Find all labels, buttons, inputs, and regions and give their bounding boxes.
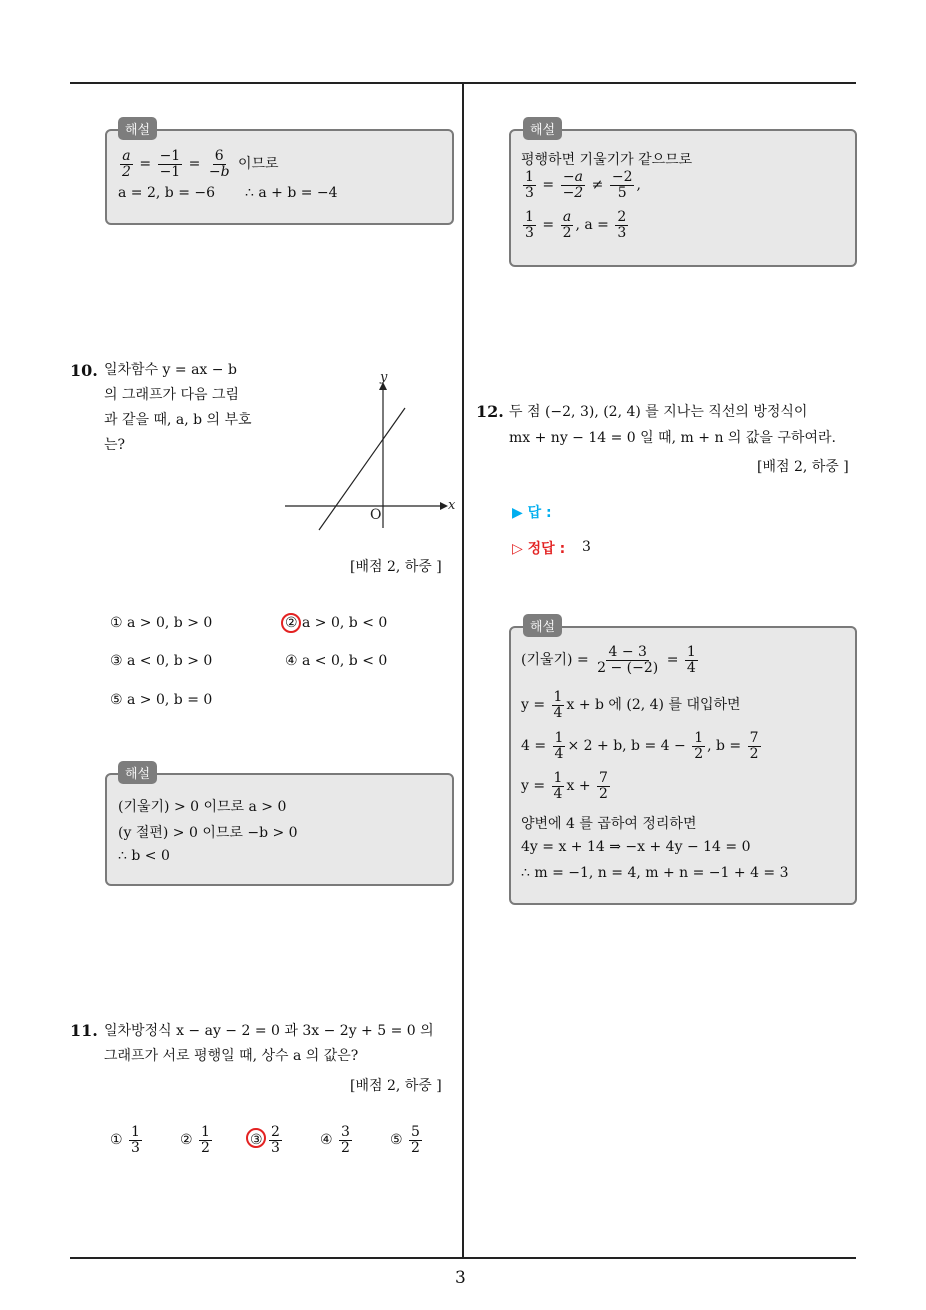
solution-q9-line1: $\frac{a}{2}$ = $\frac{-1}{-1}$ = $\frac{6}{-b}$ 이므로 (122, 148, 279, 180)
option-q10-2[interactable]: ② a > 0, b < 0 (285, 615, 388, 631)
question-10-text (104, 358, 274, 458)
question-12-line1: 두 점 (−2, 3), (2, 4) 를 지나는 직선의 방정식이 (509, 404, 808, 420)
solution-q9-line2a: a = 2, b = −6 (118, 185, 216, 201)
column-divider (462, 84, 464, 1258)
question-number-12: 12. (476, 402, 504, 421)
solution-q11-line2: $\frac{1}{3}$ = $\frac{-a}{-2}$ ≠ $\frac{-2}{5}$ , (525, 169, 641, 201)
bottom-rule (70, 1257, 856, 1259)
answer-label: ▶ 답 : (512, 505, 552, 521)
x-axis-arrow (440, 502, 448, 510)
question-11-line1: 일차방정식 x − ay − 2 = 0 과 3x − 2y + 5 = 0 의 (104, 1023, 434, 1039)
question-12-score: [배점 2, 하중 ] (757, 459, 849, 475)
correct-answer-label: ▷ 정답 : (512, 541, 566, 557)
option-q11-1[interactable]: ① $\frac{1}{3}$ (110, 1124, 140, 1156)
selected-answer-mark (281, 613, 301, 633)
option-q11-4[interactable]: ④ $\frac{3}{2}$ (320, 1124, 350, 1156)
solution-q12-line4: y = $\frac{1}{4}$ x + $\frac{7}{2}$ (521, 770, 608, 802)
solution-tag: 해설 (523, 117, 562, 140)
origin-label: O (370, 507, 382, 523)
question-10-line: 일차함수 y = ax − b (104, 362, 237, 378)
question-10-line: 는? (104, 437, 126, 453)
option-q11-3[interactable]: ③ $\frac{2}{3}$ (250, 1124, 280, 1156)
page-number: 3 (455, 1268, 466, 1288)
question-12-line2: mx + ny − 14 = 0 일 때, m + n 의 값을 구하여라. (509, 430, 836, 446)
solution-q10-line3: ∴ b < 0 (118, 848, 170, 864)
solution-q12-line1: (기울기) = $\frac{4 - 3}{2 - (-2)}$ = $\frac{1}{4}$ (521, 644, 696, 676)
solution-q12-line7: ∴ m = −1, n = 4, m + n = −1 + 4 = 3 (521, 865, 789, 881)
solution-tag: 해설 (118, 117, 157, 140)
solution-tag: 해설 (523, 614, 562, 637)
solution-q12-line6: 4y = x + 14 ⇒ −x + 4y − 14 = 0 (521, 839, 751, 855)
question-11-line2: 그래프가 서로 평행일 때, 상수 a 의 값은? (104, 1048, 359, 1064)
option-q10-1[interactable]: ① a > 0, b > 0 (110, 615, 213, 631)
solution-q11-line3: $\frac{1}{3}$ = $\frac{a}{2}$ , a = $\frac{2}{3}$ (525, 209, 627, 241)
linear-function-graph (280, 368, 460, 533)
solution-q10-line1: (기울기) > 0 이므로 a > 0 (118, 799, 287, 815)
question-number-10: 10. (70, 361, 98, 380)
function-line (319, 408, 405, 530)
solution-q12-line5: 양변에 4 를 곱하여 정리하면 (521, 816, 697, 832)
question-10-score: [배점 2, 하중 ] (350, 559, 442, 575)
correct-answer-value: 3 (582, 539, 591, 555)
option-q10-4[interactable]: ④ a < 0, b < 0 (285, 653, 388, 669)
question-10-line: 의 그래프가 다음 그림 (104, 387, 240, 403)
question-11-score: [배점 2, 하중 ] (350, 1078, 442, 1094)
solution-q10-line2: (y 절편) > 0 이므로 −b > 0 (118, 825, 298, 841)
question-10-line: 과 같을 때, a, b 의 부호 (104, 412, 252, 428)
solution-q12-line3: 4 = $\frac{1}{4}$ × 2 + b, b = 4 − $\frac{1}{2}$ , b = $\frac{7}{2}$ (521, 730, 759, 762)
selected-answer-mark (246, 1128, 266, 1148)
x-axis-label: x (448, 498, 456, 513)
option-q10-3[interactable]: ③ a < 0, b > 0 (110, 653, 213, 669)
solution-q12-line2: y = $\frac{1}{4}$ x + b 에 (2, 4) 를 대입하면 (521, 689, 741, 721)
solution-q9-line2b: ∴ a + b = −4 (245, 185, 338, 201)
option-q11-5[interactable]: ⑤ $\frac{5}{2}$ (390, 1124, 420, 1156)
y-axis-label: y (380, 370, 388, 385)
question-number-11: 11. (70, 1021, 98, 1040)
option-q10-5[interactable]: ⑤ a > 0, b = 0 (110, 692, 213, 708)
option-q11-2[interactable]: ② $\frac{1}{2}$ (180, 1124, 210, 1156)
solution-q11-line1: 평행하면 기울기가 같으므로 (521, 152, 693, 168)
solution-tag: 해설 (118, 761, 157, 784)
